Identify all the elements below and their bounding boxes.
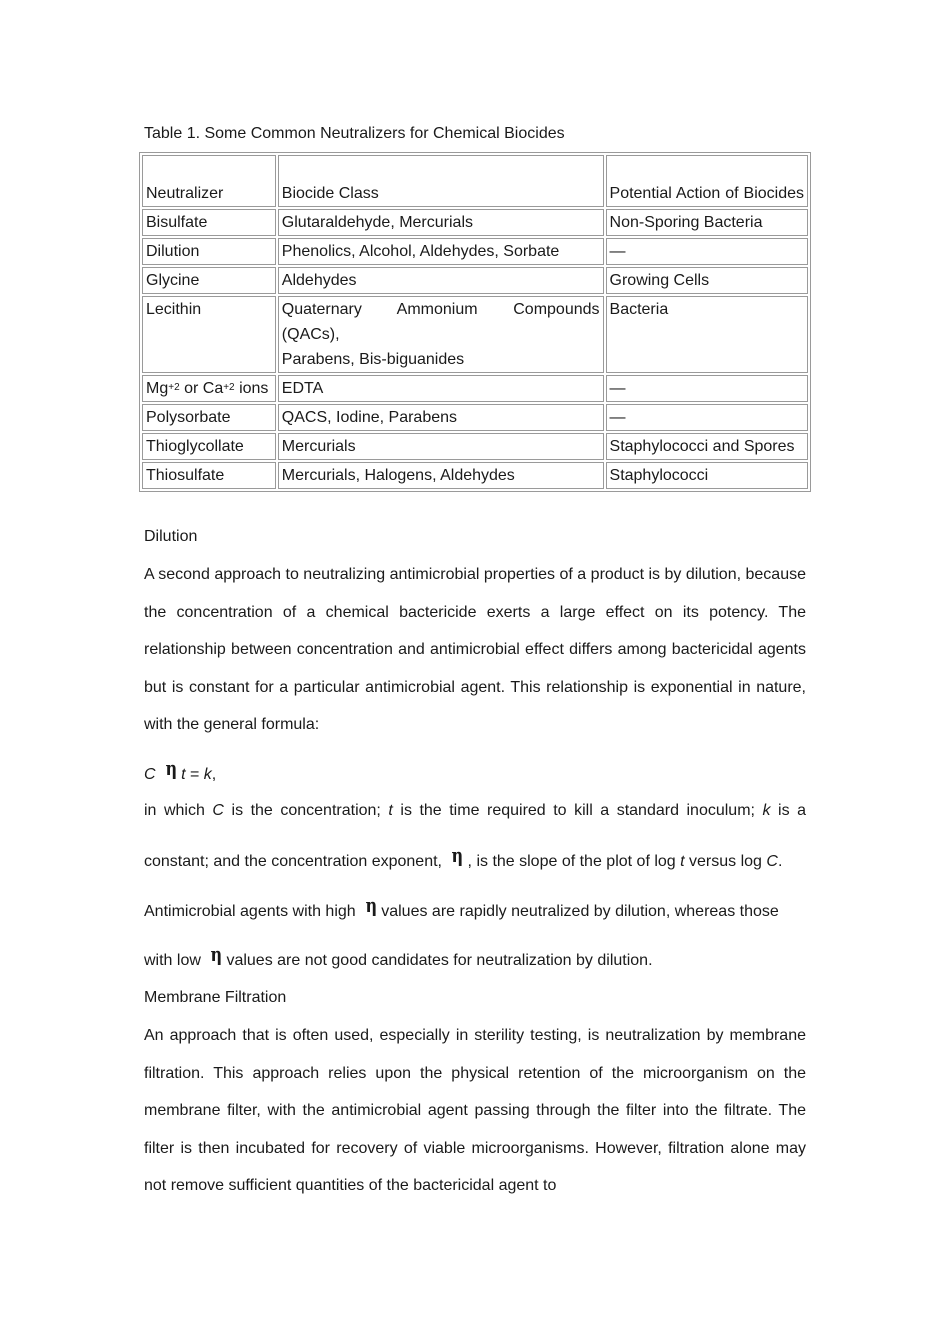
superscript-charge: +2 <box>168 382 180 393</box>
eta-symbol: η <box>365 893 377 917</box>
cell-action: Staphylococci <box>606 462 808 489</box>
cell-neutralizer: Glycine <box>142 267 276 294</box>
dilution-paragraph: A second approach to neutralizing antimicrobial properties of a product is by dilution, because the concentration of a chemical bactericide exerts a large effect on its potency. The relationship between concentration and antimicrobial effect differs among bactericidal agents but is constant for a particular antimicrobial agent. This relationship is exponential in nature, with the general formula: <box>144 566 806 733</box>
cell-biocide-class-line: Parabens, Bis-biguanides <box>281 351 465 368</box>
header-action: Potential Action of Biocides <box>606 155 808 207</box>
eta-symbol: η <box>451 843 464 867</box>
table-row <box>142 433 808 460</box>
formula-equals: = <box>185 766 204 783</box>
formula-c: C <box>144 766 156 783</box>
section-heading-membrane-filtration: Membrane Filtration <box>144 989 287 1006</box>
cell-biocide-class: Phenolics, Alcohol, Aldehydes, Sorbate <box>278 238 604 265</box>
table-row <box>142 404 808 431</box>
text-span: . <box>777 853 783 870</box>
cell-biocide-class: EDTA <box>278 375 604 402</box>
table-row <box>142 267 808 294</box>
cell-action: Non-Sporing Bacteria <box>606 209 808 236</box>
header-biocide-class: Biocide Class <box>278 155 604 207</box>
table-row <box>142 238 808 265</box>
table-header-row <box>142 155 808 207</box>
text-span: with low <box>144 952 201 969</box>
explanation-line-2 <box>144 843 806 872</box>
var-t: t <box>388 802 393 819</box>
cell-biocide-class: Aldehydes <box>278 267 604 294</box>
formula-comma: , <box>211 766 217 783</box>
table-row <box>142 462 808 489</box>
cell-action: — <box>606 238 808 265</box>
header-neutralizer: Neutralizer <box>142 155 276 207</box>
explanation-line-4 <box>144 942 806 971</box>
neutralizers-table <box>139 152 811 492</box>
section-heading-dilution: Dilution <box>144 528 198 545</box>
cell-biocide-class: Mercurials <box>278 433 604 460</box>
eta-symbol: η <box>210 942 222 966</box>
cell-action: Staphylococci and Spores <box>606 433 808 460</box>
table-row <box>142 296 808 373</box>
cell-neutralizer: Dilution <box>142 238 276 265</box>
cell-biocide-class: Mercurials, Halogens, Aldehydes <box>278 462 604 489</box>
explanation-line-1 <box>144 801 806 821</box>
text-span: Antimicrobial agents with high <box>144 903 356 920</box>
text-span: constant; and the concentration exponent, <box>144 853 442 870</box>
formula <box>144 756 806 785</box>
cell-action: Bacteria <box>606 296 808 373</box>
text-span: , is the slope of the plot of log <box>467 853 681 870</box>
ion-ca: or Ca <box>179 380 224 397</box>
cell-action: Growing Cells <box>606 267 808 294</box>
eta-symbol: η <box>165 756 177 780</box>
var-c: C <box>766 853 778 870</box>
var-k: k <box>762 802 771 819</box>
cell-biocide-class: Glutaraldehyde, Mercurials <box>278 209 604 236</box>
cell-biocide-class: QACS, Iodine, Parabens <box>278 404 604 431</box>
cell-neutralizer <box>142 375 276 402</box>
cell-neutralizer: Lecithin <box>142 296 276 373</box>
membrane-paragraph: An approach that is often used, especially in sterility testing, is neutralization by membrane filtration. This approach relies upon the physical retention of the microorganism on the membrane filter, with the antimicrobial agent passing through the filter into the filtrate. The filter is then incubated for recovery of viable microorganisms. However, filtration alone may not remove sufficient quantities of the bactericidal agent to <box>144 1027 806 1194</box>
text-span: is a <box>770 802 807 819</box>
cell-neutralizer: Thiosulfate <box>142 462 276 489</box>
cell-biocide-class <box>278 296 604 373</box>
cell-neutralizer: Thioglycollate <box>142 433 276 460</box>
table-row <box>142 375 808 402</box>
text-span: in which <box>144 802 213 819</box>
cell-biocide-class-line: Quaternary Ammonium Compounds <box>281 301 600 318</box>
cell-action: — <box>606 375 808 402</box>
var-t: t <box>680 853 685 870</box>
text-span: is the concentration; <box>223 802 389 819</box>
text-span: values are not good candidates for neutralization by dilution. <box>226 952 653 969</box>
ions-label: ions <box>234 380 269 397</box>
formula-k: k <box>203 766 212 783</box>
cell-neutralizer: Bisulfate <box>142 209 276 236</box>
cell-biocide-class-line: (QACs), <box>281 326 340 343</box>
table-row <box>142 209 808 236</box>
text-span: is the time required to kill a standard inoculum; <box>392 802 763 819</box>
cell-action: — <box>606 404 808 431</box>
text-span: values are rapidly neutralized by dilution, whereas those <box>381 903 779 920</box>
var-c: C <box>212 802 224 819</box>
formula-t: t <box>181 766 186 783</box>
superscript-charge: +2 <box>223 382 235 393</box>
explanation-line-3 <box>144 893 806 922</box>
text-span: versus log <box>684 853 767 870</box>
ion-mg: Mg <box>146 380 169 397</box>
table-caption: Table 1. Some Common Neutralizers for Chemical Biocides <box>144 125 565 142</box>
cell-neutralizer: Polysorbate <box>142 404 276 431</box>
